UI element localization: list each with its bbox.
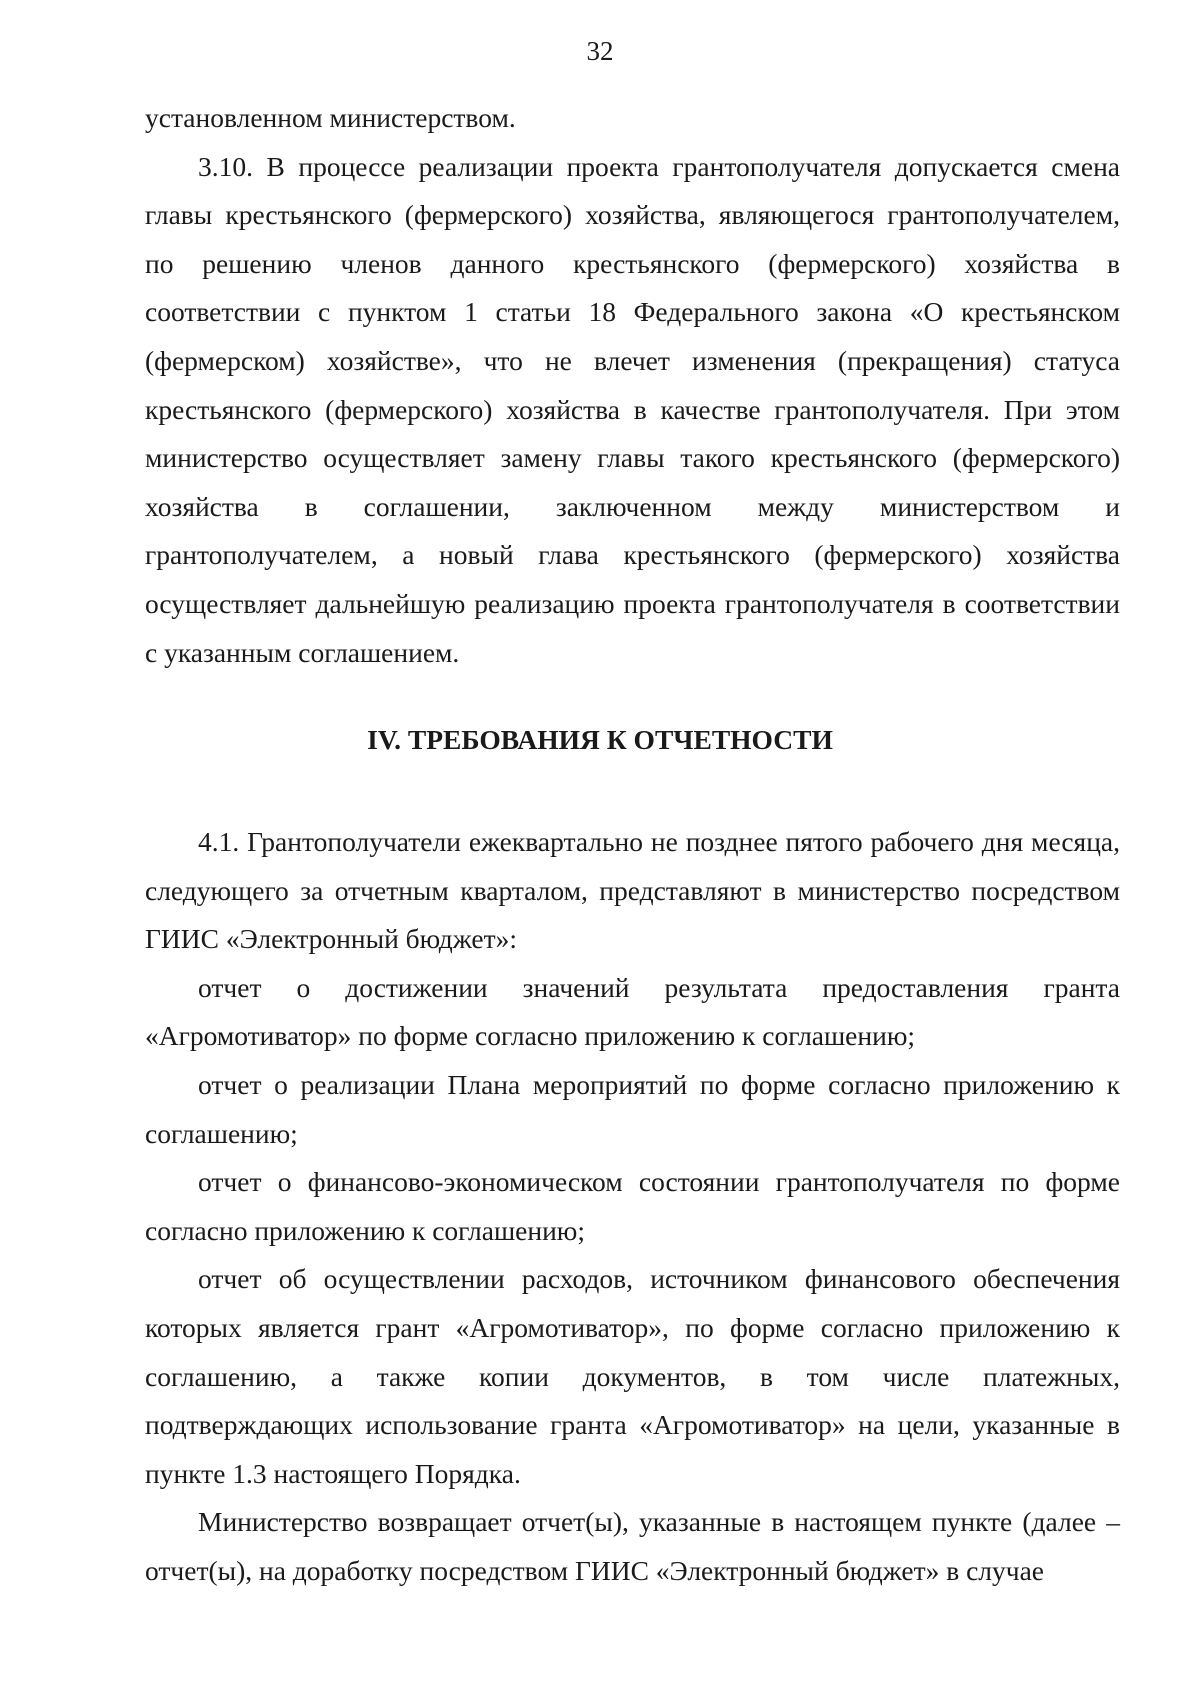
report-item: отчет о финансово-экономическом состоянии грантополучателя по форме согласно приложению к соглашению; [145,1166,1120,1246]
page-number: 32 [586,36,614,66]
section-3-text [145,94,1120,677]
paragraph-4-1: 4.1. Грантополучатели ежеквартально не позднее пятого рабочего дня месяца, следующего за отчетным кварталом, представляют в министерство посредством ГИИС «Электронный бюджет»: [145,826,1120,955]
report-item: отчет о реализации Плана мероприятий по форме согласно приложению к соглашению; [145,1068,1120,1149]
section-4-text [145,818,1120,1596]
report-item: отчет об осуществлении расходов, источником финансового обеспечения которых является грант «Агромотиватор», по форме согласно приложению к соглашению, а также копии документов, в том числе платежных, подтверждающих использование гранта «Агромотиватор» на цели, указанные в пункте 1.3 настоящего Порядка. [145,1263,1120,1489]
continuation-line: установленном министерством. [145,102,516,133]
paragraph-3-10: 3.10. В процессе реализации проекта грантополучателя допускается смена главы крестьянского (фермерского) хозяйства, являющегося грантополучателем, по решению членов данного крестьянского (фермерского) хозяйства в соответствии с пунктом 1 статьи 18 Федерального закона «О крестьянском (фермерском) хозяйстве», что не влечет изменения (прекращения) статуса крестьянского (фермерского) хозяйства в качестве грантополучателя. При этом министерство осуществляет замену главы такого крестьянского (фермерского) хозяйства в соглашении, заключенном между министерством и грантополучателем, а новый глава крестьянского (фермерского) хозяйства осуществляет дальнейшую реализацию проекта грантополучателя в соответствии с указанным соглашением. [145,150,1120,668]
final-paragraph: Министерство возвращает отчет(ы), указанные в настоящем пункте (далее – отчет(ы), на доработку посредством ГИИС «Электронный бюджет» в случае [145,1506,1120,1586]
section-heading: IV. ТРЕБОВАНИЯ К ОТЧЕТНОСТИ [367,724,833,755]
report-item: отчет о достижении значений результата предоставления гранта «Агромотиватор» по форме согласно приложению к соглашению; [145,971,1120,1052]
